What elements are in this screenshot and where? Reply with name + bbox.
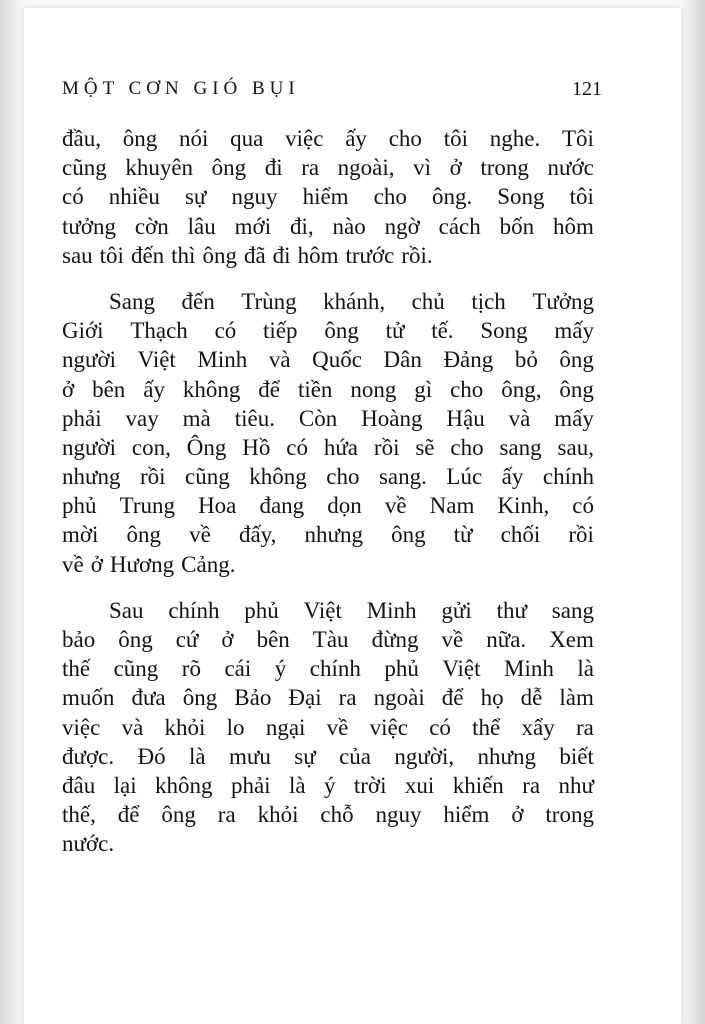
text-line: đầu, ông nói qua việc ấy cho tôi nghe. Tôi — [62, 126, 594, 151]
text-line: phải vay mà tiêu. Còn Hoàng Hậu và mấy — [62, 405, 594, 431]
text-line: thế, để ông ra khỏi chỗ nguy hiểm ở trong — [62, 802, 594, 828]
text-line: phủ Trung Hoa đang dọn về Nam Kinh, có — [62, 493, 594, 519]
paragraph-3 — [62, 596, 594, 859]
running-title: MỘT CƠN GIÓ BỤI — [62, 78, 300, 99]
text-line: Sau chính phủ Việt Minh gửi thư sang — [109, 597, 594, 623]
text-line: muốn đưa ông Bảo Đại ra ngoài để họ dễ làm — [62, 685, 594, 711]
text-line: Sang đến Trùng khánh, chủ tịch Tưởng — [109, 288, 594, 314]
text-line: việc và khỏi lo ngại về việc có thể xẩy ra — [62, 714, 594, 740]
text-line: tưởng cờn lâu mới đi, nào ngờ cách bốn hôm — [62, 213, 594, 239]
text-line: cũng khuyên ông đi ra ngoài, vì ở trong nước — [62, 155, 594, 181]
text-line: nhưng rồi cũng không cho sang. Lúc ấy chính — [62, 464, 594, 490]
text-line: sau tôi đến thì ông đã đi hôm trước rồi. — [62, 242, 433, 268]
text-line: nước. — [62, 831, 115, 857]
text-line: về ở Hương Cảng. — [62, 551, 236, 577]
text-line: có nhiều sự nguy hiểm cho ông. Song tôi — [62, 184, 594, 210]
text-line: người Việt Minh và Quốc Dân Đảng bỏ ông — [62, 347, 594, 373]
text-line: người con, Ông Hồ có hứa rồi sẽ cho sang sau, — [62, 434, 594, 460]
page-header — [62, 74, 602, 104]
text-line: mời ông về đấy, nhưng ông từ chối rồi — [62, 522, 594, 548]
text-line: Giới Thạch có tiếp ông tử tế. Song mấy — [62, 318, 594, 344]
text-line: đâu lại không phải là ý trời xui khiến ra như — [62, 772, 594, 798]
page-number: 121 — [572, 78, 602, 100]
body-text — [62, 124, 594, 876]
text-line: được. Đó là mưu sự của người, nhưng biết — [62, 743, 594, 769]
text-line: thế cũng rõ cái ý chính phủ Việt Minh là — [62, 656, 594, 682]
paragraph-2 — [62, 287, 594, 579]
text-line: bảo ông cứ ở bên Tàu đừng về nữa. Xem — [62, 627, 594, 652]
paragraph-1 — [62, 124, 594, 270]
text-line: ở bên ấy không để tiền nong gì cho ông, ông — [62, 376, 594, 402]
